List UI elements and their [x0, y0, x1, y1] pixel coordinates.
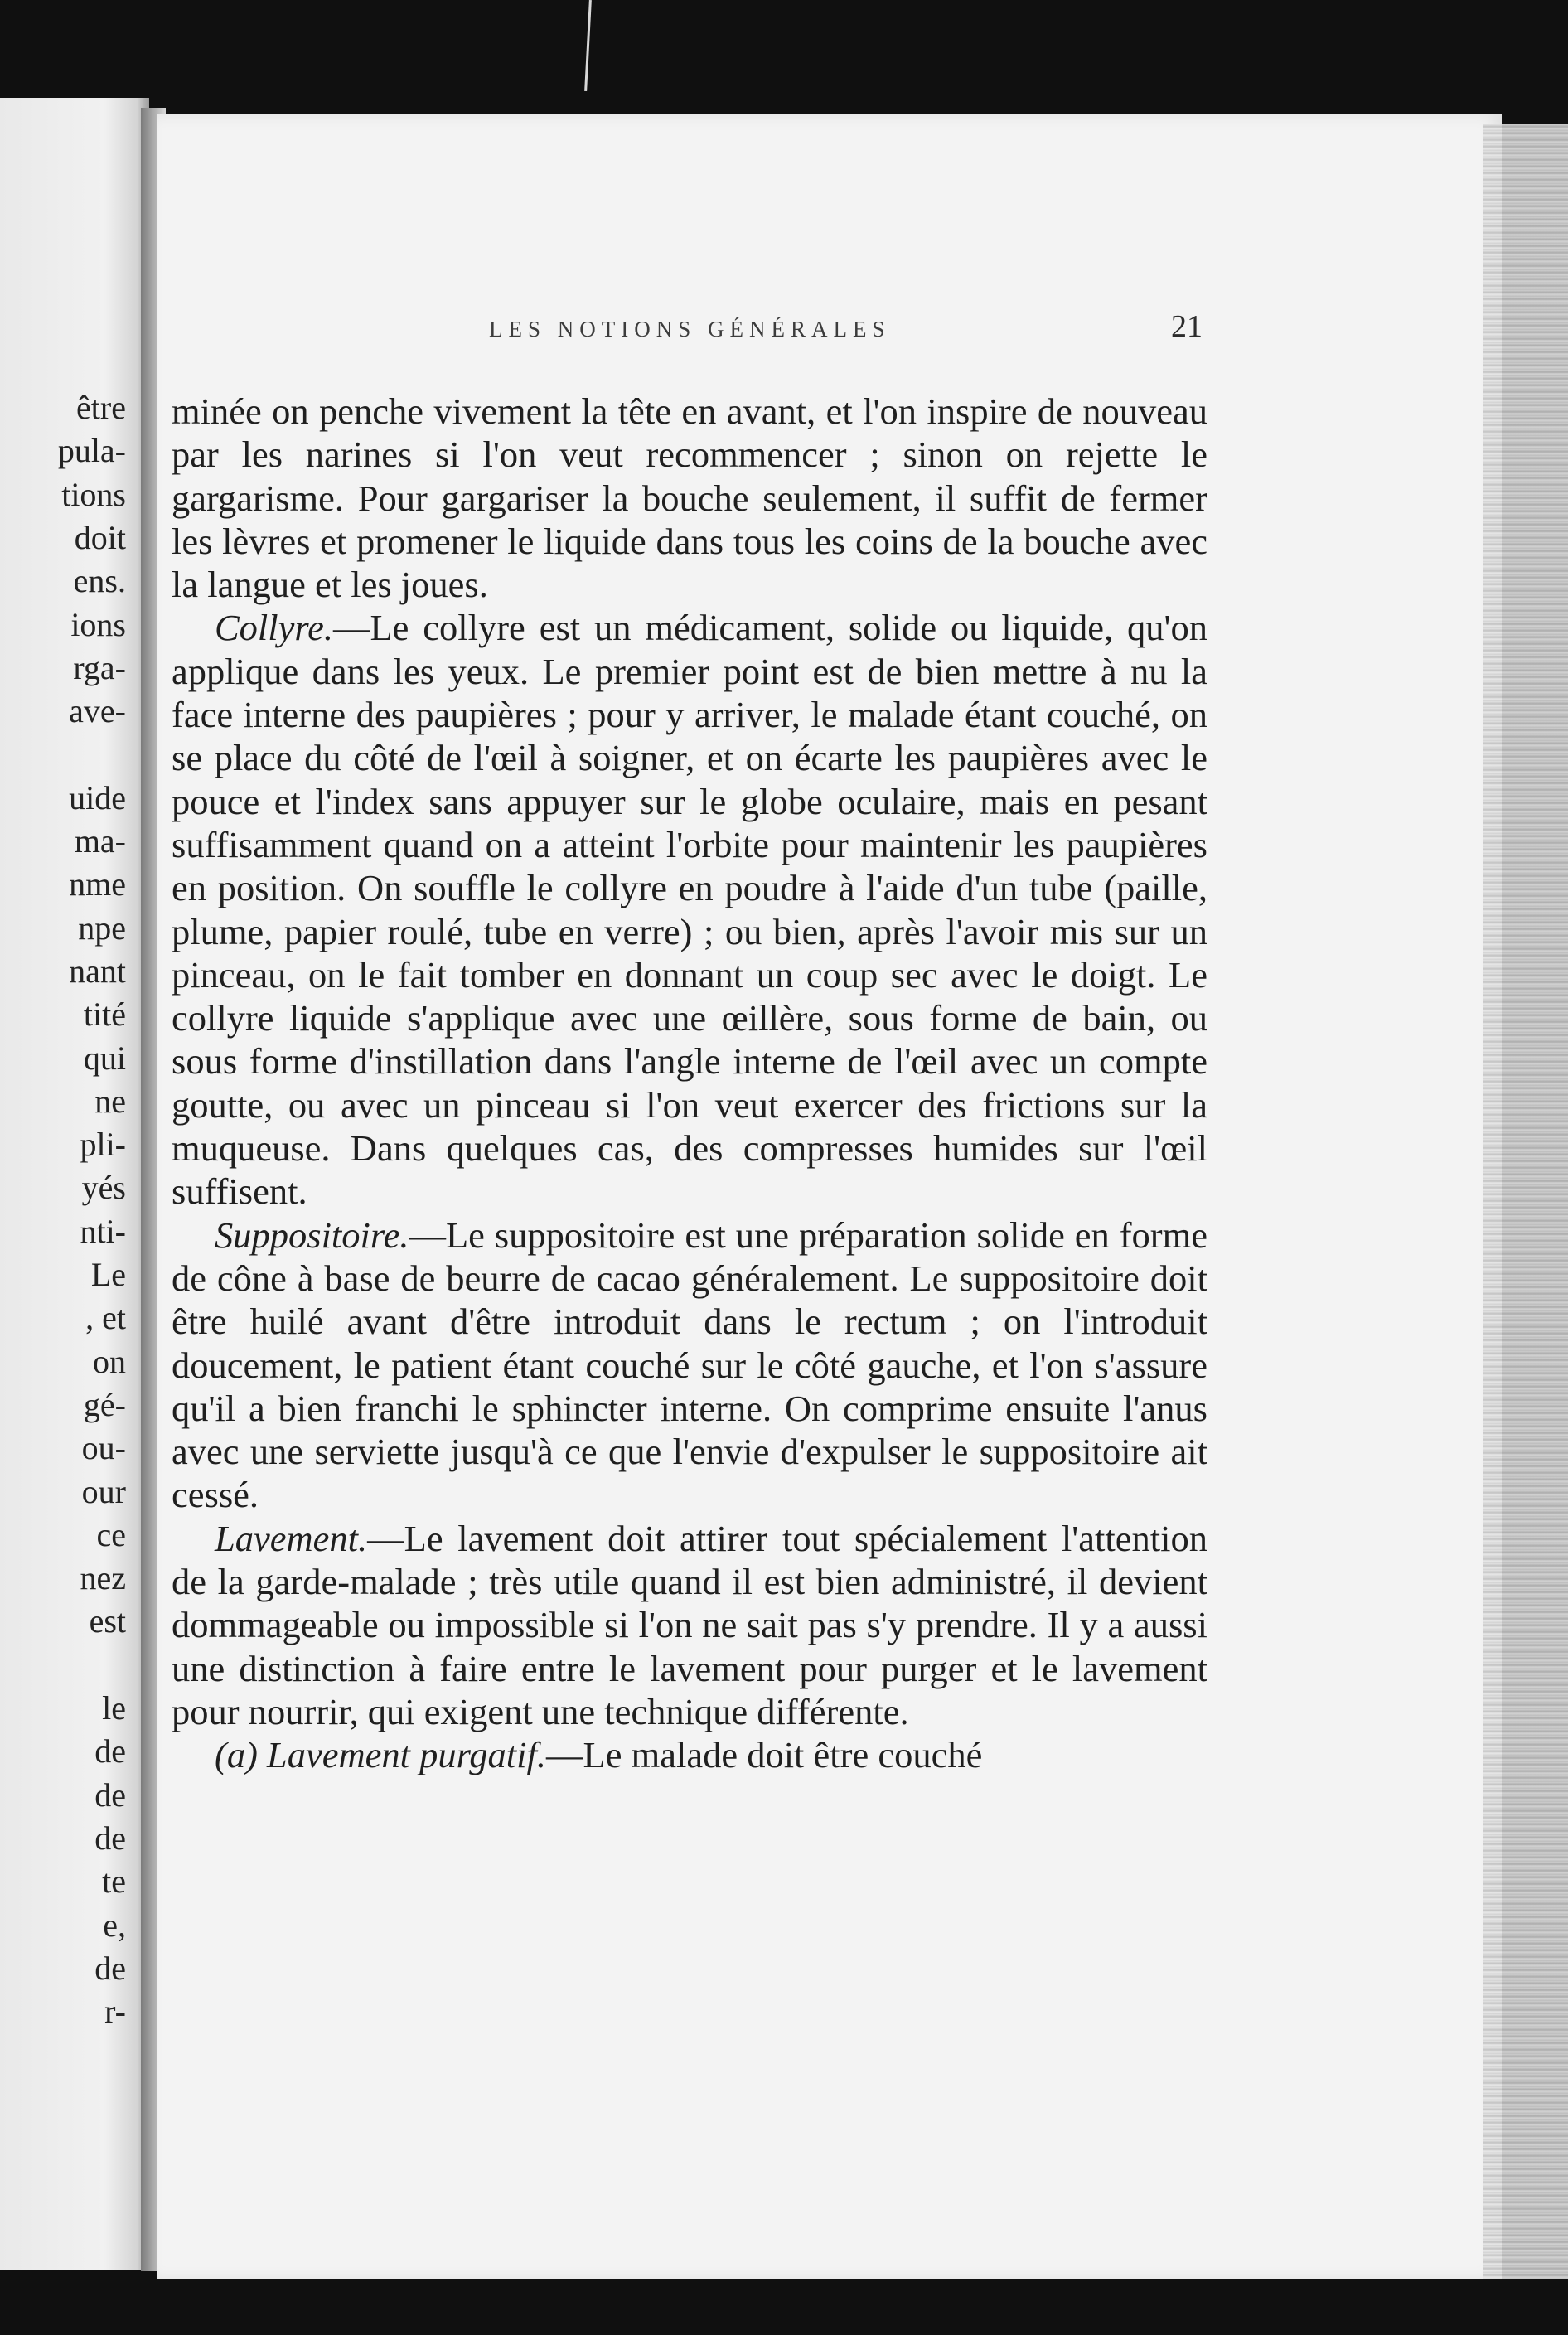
- left-page-line-fragment: doit: [74, 518, 126, 556]
- left-page-line-fragment: tité: [83, 996, 126, 1034]
- left-page-line-fragment: Le: [90, 1256, 126, 1293]
- paragraph-term: Collyre.: [215, 607, 333, 649]
- left-page-line-fragment: nez: [80, 1559, 126, 1597]
- left-page-line-fragment: est: [89, 1602, 126, 1640]
- left-page-line-fragment: de: [94, 1775, 126, 1814]
- paragraph-collyre: [172, 606, 1207, 1213]
- left-page-line-fragment: our: [81, 1472, 126, 1510]
- body-text: [172, 390, 1207, 1777]
- left-page-line-fragment: r-: [104, 1993, 126, 2031]
- left-page-line-fragment: qui: [83, 1039, 126, 1077]
- left-page-line-fragment: tions: [61, 475, 126, 513]
- left-page-line-fragment: le: [102, 1689, 126, 1727]
- paragraph-term: (a) Lavement purgatif.: [215, 1734, 547, 1776]
- left-page-line-fragment: ions: [70, 605, 126, 643]
- page-crease: [584, 0, 592, 91]
- left-page-line-fragment: nant: [69, 952, 126, 990]
- left-page-line-fragment: on: [93, 1342, 126, 1380]
- left-page-line-fragment: ne: [94, 1082, 126, 1120]
- paragraph-text: —Le lavement doit attirer tout spécialement l'attention de la garde-malade ; très utile quand il est bien administré, il devient dommageable ou impossible si l'on ne sait pas s'y prendre. Il y a aussi une distinction à faire entre le lavement pour purger et le lavement pour nourrir, qui exigent une technique différente.: [172, 1517, 1207, 1732]
- left-page-line-fragment: rga-: [73, 648, 126, 686]
- left-page-line-fragment: npe: [78, 908, 126, 947]
- left-page-line-fragment: ou-: [81, 1429, 126, 1467]
- paragraph-text: —Le malade doit être couché: [546, 1734, 983, 1776]
- left-page-line-fragment: gé-: [83, 1385, 126, 1423]
- paragraph-text: —Le collyre est un médicament, solide ou liquide, qu'on applique dans les yeux. Le premier point est de bien mettre à nu la face interne des paupières ; pour y arriver, le malade étant couché, on se place du côté de l'œil à soigner, et on écarte les paupières avec le pouce et l'index sans appuyer sur le globe oculaire, mais en pesant suffisamment quand on a atteint l'orbite pour maintenir les paupières en position. On souffle le collyre en poudre à l'aide d'un tube (paille, plume, papier roulé, tube en verre) ; ou bien, après l'avoir mis sur un pinceau, on le fait tomber en donnant un coup sec avec le doigt. Le collyre liquide s'applique avec une œillère, sous forme de bain, ou sous forme d'instillation dans l'angle interne de l'œil avec un compte goutte, ou avec un pinceau si l'on veut exercer des frictions sur la muqueuse. Dans quelques cas, des compresses humides sur l'œil suffisent.: [172, 607, 1207, 1213]
- left-page-line-fragment: de: [94, 1819, 126, 1857]
- left-page-line-fragment: ma-: [74, 822, 126, 860]
- paragraph-text: —Le suppositoire est une préparation solide en forme de cône à base de beurre de cacao généralement. Le suppositoire doit être huilé avant d'être introduit dans le rectum ; on l'introduit doucement, le patient étant couché sur le côté gauche, et l'on s'assure qu'il a bien franchi le sphincter interne. On comprime ensuite l'anus avec une serviette jusqu'à ce que l'envie d'expulser le suppositoire ait cessé.: [172, 1214, 1207, 1516]
- page-stack-edge: [1483, 124, 1568, 2279]
- left-page-line-fragment: ave-: [69, 692, 126, 730]
- left-page-line-fragment: de: [94, 1949, 126, 1987]
- left-page-line-fragment: te: [102, 1863, 126, 1901]
- left-page-line-fragment: yés: [81, 1169, 126, 1207]
- paragraph-suppositoire: [172, 1214, 1207, 1517]
- left-page-line-fragment: e,: [103, 1906, 126, 1944]
- running-head: LES NOTIONS GÉNÉRALES: [489, 317, 891, 342]
- left-page-line-fragment: nme: [69, 865, 126, 903]
- left-page-line-fragment: nti-: [80, 1212, 126, 1250]
- left-page-line-fragment: être: [76, 389, 126, 426]
- left-page-line-fragment: uide: [69, 778, 126, 816]
- left-page-line-fragment: pli-: [80, 1126, 126, 1164]
- page-number: 21: [1171, 309, 1203, 344]
- left-page-line-fragment: ens.: [73, 562, 126, 600]
- paragraph-text: minée on penche vivement la tête en avant, et l'on inspire de nouveau par les narines si l'on veut recommencer ; sinon on rejette le gargarisme. Pour gargariser la bouche seulement, il suffit de fermer les lèvres et promener le liquide dans tous les coins de la bouche avec la langue et les joues.: [172, 390, 1207, 606]
- left-page-line-fragment: pula-: [57, 432, 126, 470]
- paragraph-term: Lavement.: [215, 1517, 368, 1559]
- left-page-line-fragment: de: [94, 1732, 126, 1771]
- left-page-line-fragment: ce: [96, 1515, 126, 1553]
- previous-page-edge: [0, 98, 149, 2270]
- paragraph-term: Suppositoire.: [215, 1214, 409, 1256]
- paragraph-lavement-purgatif: [172, 1733, 1207, 1776]
- paragraph-gargarisme-continuation: [172, 390, 1207, 606]
- left-page-line-fragment: , et: [85, 1299, 126, 1337]
- paragraph-lavement: [172, 1517, 1207, 1733]
